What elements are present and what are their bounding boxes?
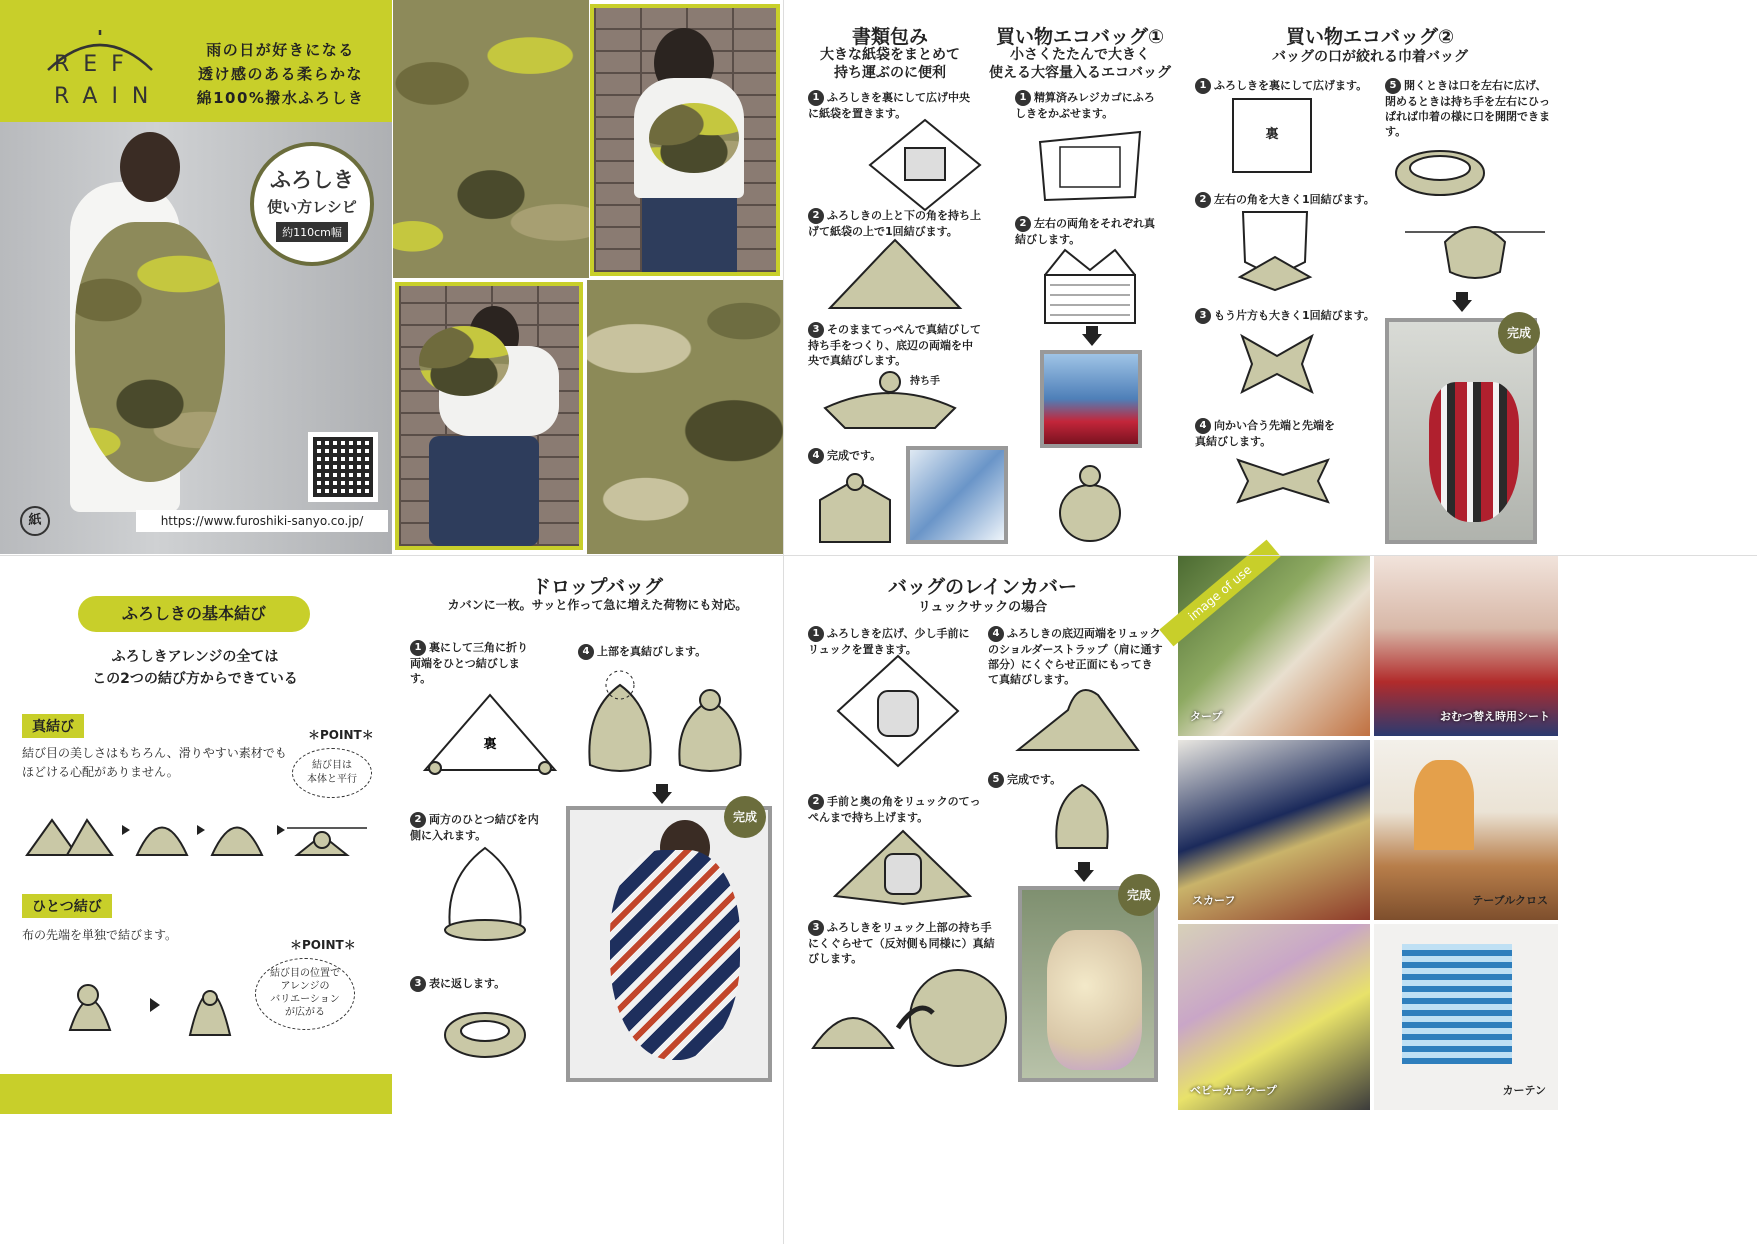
drop-step-2: 2 両方のひとつ結びを内側に入れます。 [410, 813, 539, 842]
gallery-curtain [1374, 924, 1558, 1110]
drop-illust-4 [580, 665, 760, 780]
arrow-down-icon [1082, 326, 1102, 346]
rain-step-2: 2 手前と奥の角をリュックのてっぺんまで持ち上げます。 [808, 795, 981, 824]
brand-logo [40, 30, 163, 115]
rain-illust-1 [838, 656, 958, 766]
point-bubble-1: 結び目は 本体と平行 [292, 748, 372, 798]
eco1-illust-2 [1035, 250, 1145, 325]
section-title-drop: ドロップバッグ [531, 576, 664, 598]
image-of-use-ribbon: image of use [1159, 540, 1280, 647]
drop-step-1: 1 裏にして三角に折り両端をひとつ結びします。 [410, 641, 528, 685]
section-title-eco2: 買い物エコバッグ② [1285, 26, 1455, 48]
section-title-rain: バッグのレインカバー [887, 576, 1078, 598]
website-url[interactable]: https://www.furoshiki-sanyo.co.jp/ [136, 510, 388, 532]
rain-step-5: 5 完成です。 [988, 772, 1108, 788]
eco2-step-5: 5 開くときは口を左右に広げ、閉めるときは持ち手を左右にひっぱれば巾着の様に口を開閉できます。 [1385, 79, 1550, 138]
shorui-step-4: 4 完成です。 [808, 448, 898, 464]
gallery-scarf [1178, 740, 1370, 920]
drop-step-3: 3 表に返します。 [410, 976, 530, 992]
recycle-icon: 紙 [20, 506, 50, 536]
logo-top: REF [54, 52, 138, 77]
section-subtitle-drop: カバンに一枚。サッと作って急に増えた荷物にも対応。 [447, 598, 748, 612]
rain-step-4: 4 ふろしきの底辺両端をリュックのショルダーストラップ（肩に通す部分）にくぐらせ正面にもってきて真結びします。 [988, 627, 1163, 686]
section-subtitle-eco2: バッグの口が絞れる巾着バッグ [1272, 49, 1468, 65]
rain-step-1: 1 ふろしきを広げ、少し手前にリュックを置きます。 [808, 627, 970, 656]
basic-lead: ふろしきアレンジの全ては この2つの結び方からできている [92, 649, 298, 687]
eco2-cloth-square: 裏 [1232, 98, 1312, 173]
section-subtitle-eco1: 小さくたたんで大きく 使える大容量入るエコバッグ [989, 47, 1171, 81]
gallery-caption-curtain: カーテン [1502, 1084, 1546, 1097]
rain-step-3: 3 ふろしきをリュック上部の持ち手にくぐらせて（反対側も同様に）真結びします。 [808, 921, 995, 965]
hero-tagline: 雨の日が好きになる 透け感のある柔らかな 綿100%撥水ふろしき [196, 41, 365, 107]
desc-hitotsu: 布の先端を単独で結びます。 [22, 928, 178, 942]
eco2-step-2: 2 左右の角を大きく1回結びます。 [1195, 192, 1375, 208]
eco1-photo [1040, 350, 1142, 448]
eco2-illust-4 [1228, 450, 1338, 512]
footer-band [0, 1074, 392, 1114]
eco2-step-4: 4 向かい合う先端と先端を真結びします。 [1195, 419, 1335, 448]
fold-line-v1 [783, 0, 784, 1244]
done-badge-drop: 完成 [724, 796, 766, 838]
camo-fabric-1 [393, 0, 589, 278]
shorui-illust-1 [870, 120, 980, 210]
arrow-down-icon-4 [1074, 862, 1094, 882]
gallery-caption-scarf: スカーフ [1192, 894, 1236, 907]
fold-line-h [0, 555, 1757, 556]
qr-code [308, 432, 378, 502]
makomusubi-steps [22, 800, 372, 860]
section-title-eco1: 買い物エコバッグ① [995, 26, 1165, 48]
point-label-2: ＊POINT＊ [290, 938, 356, 952]
gallery-stroller [1178, 924, 1370, 1110]
recipe-badge: ふろしき 使い方レシピ 約110cm幅 [250, 142, 374, 266]
backpack-icon [878, 691, 918, 736]
desc-makomusubi: 結び目の美しさはもちろん、滑りやすい素材でも ほどける心配がありません。 [22, 746, 287, 779]
shorui-step-1: 1 ふろしきを裏にして広げ中央に紙袋を置きます。 [808, 91, 970, 120]
point-bubble-2: 結び目の位置で アレンジの バリエーション が広がる [255, 958, 355, 1030]
rain-illust-3 [808, 968, 1008, 1068]
gallery-caption-tablecloth: テーブルクロス [1472, 894, 1548, 907]
eco2-illust-6 [1405, 212, 1545, 282]
basic-title-pill: ふろしきの基本結び [78, 596, 310, 632]
photo-shoulder-bag [590, 4, 780, 276]
shorui-step-2: 2 ふろしきの上と下の角を持ち上げて紙袋の上で1回結びます。 [808, 209, 981, 238]
photo-bicycle [395, 282, 583, 550]
eco2-step-3: 3 もう片方も大きく1回結びます。 [1195, 308, 1375, 324]
gallery-tarp [1178, 556, 1370, 736]
drop-photo [566, 806, 772, 1082]
logo-bottom: RAIN [54, 84, 163, 109]
section-subtitle-rain: リュックサックの場合 [917, 600, 1048, 615]
section-subtitle-shorui: 大きな紙袋をまとめて 持ち運ぶのに便利 [820, 47, 960, 81]
handle-label: 持ち手 [910, 376, 940, 387]
gallery-diaper [1374, 556, 1558, 736]
rain-illust-5 [1052, 780, 1112, 852]
shorui-step-3: 3 そのままてっぺんで真結びして持ち手をつくり、底辺の両端を中央で真結びします。 [808, 323, 981, 367]
rain-illust-4 [1018, 680, 1138, 755]
eco1-illust-3 [1055, 458, 1125, 543]
hitotsu-steps [60, 950, 260, 1040]
gallery-caption-diaper: おむつ替え時用シート [1440, 710, 1550, 723]
done-badge-rain: 完成 [1118, 874, 1160, 916]
gallery-caption-stroller: ベビーカーケープ [1190, 1084, 1277, 1097]
eco2-illust-2 [1235, 212, 1315, 292]
camo-bag [75, 222, 225, 482]
done-badge-eco2: 完成 [1498, 312, 1540, 354]
label-hitotsu: ひとつ結び [22, 894, 112, 918]
shorui-illust-4 [815, 470, 895, 545]
gallery-caption-tarp: タープ [1190, 710, 1223, 723]
section-title-shorui: 書類包み [851, 26, 928, 48]
arrow-down-icon-3 [652, 784, 672, 804]
label-makomusubi: 真結び [22, 714, 84, 738]
eco1-illust-1 [1030, 122, 1150, 202]
point-label-1: ＊POINT＊ [308, 728, 374, 742]
gallery-tablecloth [1374, 740, 1558, 920]
ura-text: 裏 [483, 737, 497, 752]
eco1-step-1: 1 精算済みレジカゴにふろしきをかぶせます。 [1015, 91, 1155, 120]
drop-illust-3 [440, 1005, 530, 1060]
person-hair [120, 132, 180, 202]
drop-illust-2 [430, 848, 540, 948]
shorui-illust-2 [830, 240, 960, 310]
drop-illust-1 [415, 690, 565, 780]
eco1-step-2: 2 左右の両角をそれぞれ真結びします。 [1015, 217, 1155, 246]
camo-fabric-2 [587, 280, 783, 554]
shorui-photo [906, 446, 1008, 544]
arrow-down-icon-2 [1452, 292, 1472, 312]
eco2-illust-3 [1232, 326, 1322, 402]
eco2-illust-5 [1393, 138, 1488, 198]
drop-step-4: 4 上部を真結びします。 [578, 644, 728, 660]
rain-illust-2 [835, 826, 970, 906]
eco2-step-1: 1 ふろしきを裏にして広げます。 [1195, 78, 1375, 94]
